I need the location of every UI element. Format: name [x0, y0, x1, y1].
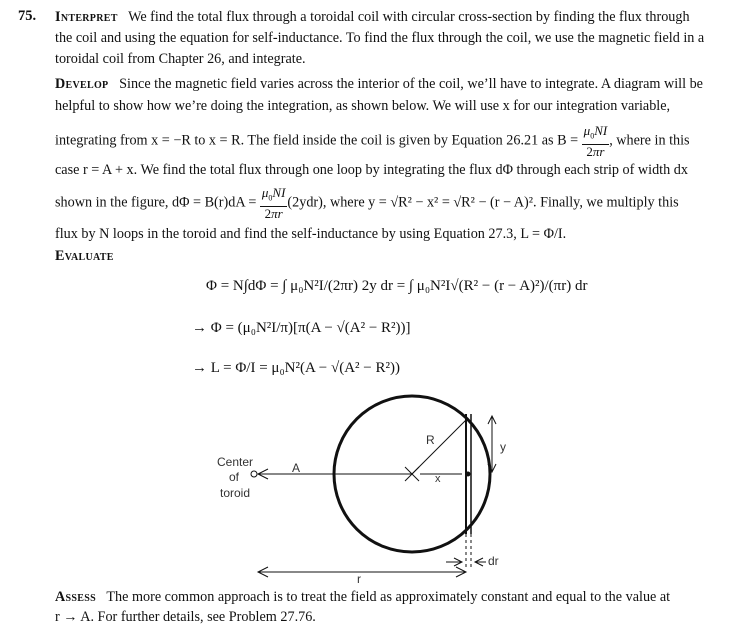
label-R: R — [426, 433, 435, 447]
center-label-1: Center — [217, 455, 254, 469]
label-A: A — [292, 461, 301, 475]
interpret-text-1: We find the total flux through a toroidal coil with circular cross-section by finding the flux through — [128, 9, 690, 25]
develop-line-2: helpful to show how we’re doing the integration, as shown below. We will use x for our integration variable, — [55, 98, 671, 114]
radius-R-line — [412, 418, 468, 474]
label-x: x — [435, 473, 441, 485]
field-fraction: $\frac{\mu_0NI}{2\pi r}$ — [583, 123, 608, 159]
flux-fraction: $\frac{\mu_0NI}{2\pi r}$ — [261, 185, 286, 221]
interpret-heading: Interpret — [55, 9, 118, 25]
equation-2: → Φ = (μ₀N²I/π)[π(A − √(A² − R²))] — [192, 320, 411, 336]
equation-3: → L = Φ/I = μ₀N²(A − √(A² − R²)) — [192, 360, 400, 376]
label-dr: dr — [488, 554, 499, 568]
develop-line-6: flux by N loops in the toroid and find the self-inductance by using Equation 27.3, L = Φ/I. — [55, 226, 567, 242]
equation-1: Φ = N∫dΦ = ∫ μ₀N²I/(2πr) 2y dr = ∫ μ₀N²I√(R² − (r − A)²)/(πr) dr — [206, 278, 588, 294]
develop-text-1: Since the magnetic field varies across the interior of the coil, we’ll have to integrate. A diagram will be — [119, 76, 703, 92]
evaluate-heading: Evaluate — [55, 248, 114, 264]
develop-line-3 — [55, 124, 690, 159]
label-r: r — [357, 572, 361, 586]
assess-text-1: The more common approach is to treat the field as approximately constant and equal to the value at — [106, 589, 671, 605]
assess-line-2: r → A. For further details, see Problem 27.76. — [55, 609, 316, 625]
center-label-2: of — [229, 470, 240, 484]
develop-text-5a: shown in the figure, dΦ = B(r)dA = — [55, 194, 257, 211]
develop-line-1 — [55, 74, 703, 95]
interpret-line-1 — [55, 7, 690, 28]
label-y: y — [500, 440, 506, 454]
interpret-line-3: toroidal coil from Chapter 26, and integrate. — [55, 51, 306, 67]
problem-number: 75. — [18, 8, 37, 24]
interpret-line-2: the coil and using the equation for self-inductance. To find the flux through the coil, we use the magnetic field in a — [55, 30, 705, 46]
develop-line-5 — [55, 186, 679, 221]
develop-line-4: case r = A + x. We find the total flux through one loop by integrating the flux dΦ through each strip of width dx — [55, 162, 688, 178]
assess-line-1 — [55, 587, 670, 608]
center-label-3: toroid — [220, 486, 251, 500]
develop-heading: Develop — [55, 76, 109, 92]
assess-heading: Assess — [55, 589, 96, 605]
toroid-center-dot — [251, 471, 257, 477]
strip-point — [466, 472, 471, 477]
develop-text-3a: integrating from x = −R to x = R. The field inside the coil is given by Equation 26.21 as B = — [55, 132, 579, 149]
develop-text-3b: , where in this — [609, 132, 690, 149]
develop-text-5b: (2ydr), where y = √R² − x² = √R² − (r − A)². Finally, we multiply this — [287, 194, 679, 211]
